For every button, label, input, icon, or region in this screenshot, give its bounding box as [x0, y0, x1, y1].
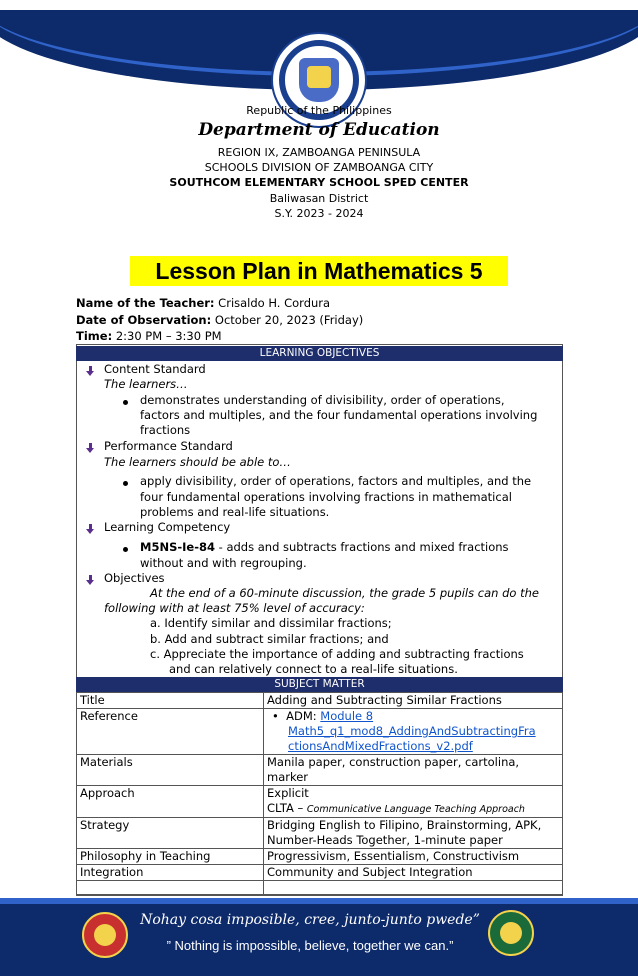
objectives-intro-line2: following with at least 75% level of accuracy: — [104, 601, 365, 615]
school-logo-icon — [488, 910, 534, 956]
performance-standard-label: Performance Standard — [104, 439, 233, 453]
objectives-intro-line1: At the end of a 60-minute discussion, the grade 5 pupils can do the — [150, 586, 539, 600]
philosophy-value: Progressivism, Essentialism, Constructivism — [264, 849, 563, 865]
division-text: SCHOOLS DIVISION OF ZAMBOANGA CITY — [204, 161, 434, 174]
table-row — [77, 849, 563, 865]
content-standard-label: Content Standard — [104, 362, 206, 376]
teacher-value: Crisaldo H. Cordura — [214, 296, 331, 310]
objective-b: b. Add and subtract similar fractions; and — [150, 632, 389, 646]
learning-objectives-header: LEARNING OBJECTIVES — [76, 346, 563, 361]
strategy-line2: Number-Heads Together, 1-minute paper — [267, 833, 503, 847]
arrow-down-icon — [86, 524, 95, 534]
performance-item-line2: four fundamental operations involving fractions in mathematical — [140, 490, 512, 504]
performance-learners: The learners should be able to… — [104, 455, 291, 469]
date-line — [76, 313, 363, 327]
reference-label: Reference — [77, 709, 264, 755]
approach-clta-desc: Communicative Language Teaching Approach — [306, 804, 525, 815]
integration-value: Community and Subject Integration — [264, 865, 563, 881]
bullet-dot-icon: • — [272, 709, 287, 723]
bullet-dot-icon — [123, 481, 128, 486]
content-item-line3: fractions — [140, 423, 191, 437]
content-item-line1: demonstrates understanding of divisibility, order of operations, — [140, 393, 505, 407]
region-text: REGION IX, ZAMBOANGA PENINSULA — [217, 146, 421, 159]
strategy-value — [264, 818, 563, 849]
school-name: SOUTHCOM ELEMENTARY SCHOOL SPED CENTER — [169, 176, 469, 189]
objective-a: a. Identify similar and dissimilar fractions; — [150, 616, 392, 630]
title-label: Title — [77, 693, 264, 709]
time-label: Time: — [76, 329, 113, 343]
subject-matter-header: SUBJECT MATTER — [76, 677, 563, 692]
materials-label: Materials — [77, 755, 264, 786]
bullet-dot-icon — [123, 400, 128, 405]
approach-line1: Explicit — [267, 786, 309, 800]
table-row — [77, 693, 563, 709]
subject-matter-table — [76, 692, 563, 895]
competency-line1 — [140, 540, 509, 555]
competency-label: Learning Competency — [104, 520, 231, 534]
reference-link-module[interactable]: Module 8 — [320, 709, 374, 723]
approach-label: Approach — [77, 786, 264, 818]
table-row — [77, 865, 563, 881]
title-value: Adding and Subtracting Similar Fractions — [264, 693, 563, 709]
arrow-down-icon — [86, 575, 95, 585]
reference-link-file-line2[interactable]: ctionsAndMixedFractions_v2.pdf — [288, 739, 473, 753]
teacher-label: Name of the Teacher: — [76, 296, 215, 310]
motto-chavacano: Nohay cosa imposible, cree, junto-junto pwede” — [140, 912, 480, 928]
arrow-down-icon — [86, 443, 95, 453]
materials-line1: Manila paper, construction paper, cartolina, — [267, 755, 520, 769]
strategy-label: Strategy — [77, 818, 264, 849]
arrow-down-icon — [86, 366, 95, 376]
materials-line2: marker — [267, 770, 309, 784]
approach-value — [264, 786, 563, 818]
table-row — [77, 818, 563, 849]
performance-item-line1: apply divisibility, order of operations, factors and multiples, and the — [140, 474, 532, 488]
date-label: Date of Observation: — [76, 313, 212, 327]
table-row — [77, 881, 563, 895]
philosophy-label: Philosophy in Teaching — [77, 849, 264, 865]
reference-cell — [264, 709, 563, 755]
reference-prefix: ADM: — [286, 709, 321, 723]
reference-link-file-line1[interactable]: Math5_q1_mod8_AddingAndSubtractingFra — [288, 724, 536, 738]
objectives-label: Objectives — [104, 571, 165, 585]
competency-line2: without and with regrouping. — [140, 556, 307, 570]
city-seal-icon — [82, 912, 128, 958]
date-value: October 20, 2023 (Friday) — [211, 313, 364, 327]
table-row — [77, 786, 563, 818]
school-year: S.Y. 2023 - 2024 — [274, 207, 364, 220]
time-line — [76, 329, 222, 343]
empty-cell — [264, 881, 563, 895]
objective-c-line1: c. Appreciate the importance of adding and subtracting fractions — [150, 647, 524, 661]
strategy-line1: Bridging English to Filipino, Brainstorming, APK, — [267, 818, 542, 832]
time-value: 2:30 PM – 3:30 PM — [112, 329, 222, 343]
department-title: Department of Education — [198, 120, 440, 140]
objective-c-line2: and can relatively connect to a real-life situations. — [169, 662, 458, 676]
teacher-line — [76, 296, 330, 310]
bullet-dot-icon — [123, 547, 128, 552]
motto-english: ” Nothing is impossible, believe, together we can.” — [166, 938, 454, 953]
table-row — [77, 755, 563, 786]
performance-item-line3: problems and real-life situations. — [140, 505, 330, 519]
empty-cell — [77, 881, 264, 895]
table-row — [77, 709, 563, 755]
content-item-line2: factors and multiples, and the four fundamental operations involving — [140, 408, 538, 422]
integration-label: Integration — [77, 865, 264, 881]
approach-clta: CLTA – — [267, 801, 307, 815]
content-learners: The learners… — [104, 377, 188, 391]
materials-value — [264, 755, 563, 786]
district-text: Baliwasan District — [269, 192, 369, 205]
lesson-plan-title: Lesson Plan in Mathematics 5 — [130, 256, 508, 286]
competency-code: M5NS-Ie-84 — [140, 540, 215, 554]
republic-text: Republic of the Philippines — [246, 104, 392, 117]
competency-text: - adds and subtracts fractions and mixed fractions — [214, 540, 509, 554]
